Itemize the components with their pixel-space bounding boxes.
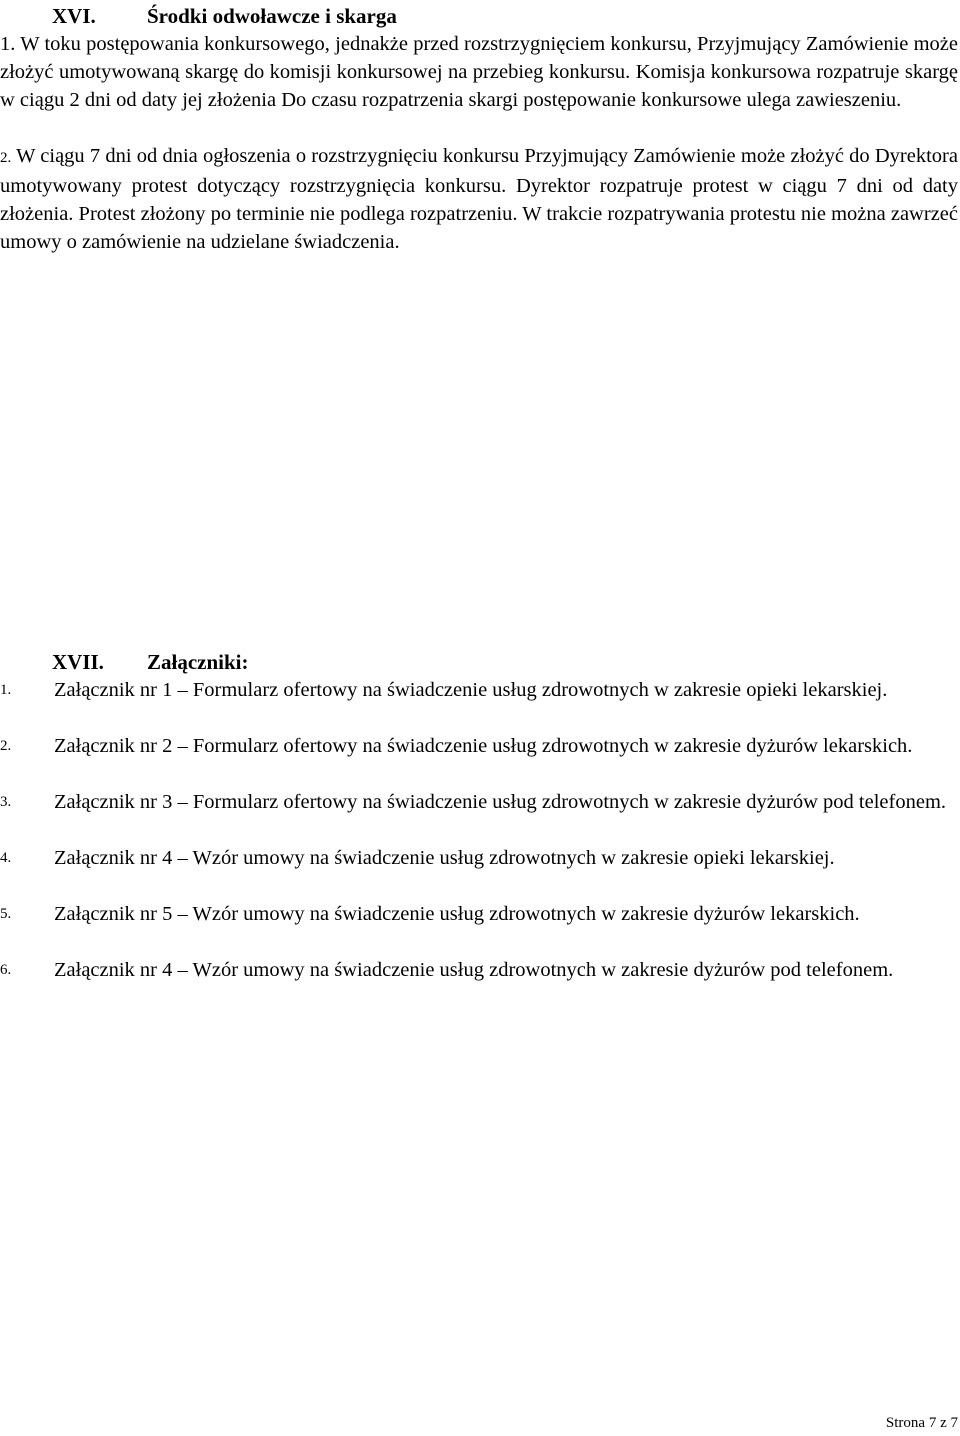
attachment-text: Załącznik nr 2 – Formularz ofertowy na świadczenie usług zdrowotnych w zakresie dyżurów lekarskich.: [54, 735, 913, 757]
section-number: XVII.: [52, 650, 104, 674]
attachment-text: Załącznik nr 5 – Wzór umowy na świadczenie usług zdrowotnych w zakresie dyżurów lekarskich.: [54, 903, 860, 925]
page-number-footer: Strona 7 z 7: [885, 1415, 958, 1431]
attachment-text: Załącznik nr 4 – Wzór umowy na świadczenie usług zdrowotnych w zakresie opieki lekarskiej.: [54, 847, 835, 869]
paragraph-label: 1.: [0, 33, 16, 55]
attachment-item: [0, 788, 958, 816]
attachment-label: 1.: [0, 682, 12, 698]
section-title: Środki odwoławcze i skarga: [147, 4, 397, 28]
attachment-text: Załącznik nr 3 – Formularz ofertowy na świadczenie usług zdrowotnych w zakresie dyżurów pod telefonem.: [54, 791, 947, 813]
attachment-item: [0, 732, 958, 760]
section-heading-xvi: [52, 2, 397, 30]
attachment-item: [0, 900, 958, 928]
attachment-text: Załącznik nr 1 – Formularz ofertowy na świadczenie usług zdrowotnych w zakresie opieki lekarskiej.: [54, 679, 888, 701]
section-heading-xvii: [52, 648, 249, 676]
attachment-text: Załącznik nr 4 – Wzór umowy na świadczenie usług zdrowotnych w zakresie dyżurów pod telefonem.: [54, 959, 894, 981]
attachment-label: 4.: [0, 850, 12, 866]
section-title: Załączniki:: [147, 650, 249, 674]
paragraph-1: [0, 30, 958, 114]
paragraph-2: [0, 142, 958, 256]
attachment-label: 5.: [0, 906, 12, 922]
attachment-label: 2.: [0, 738, 12, 754]
attachment-item: [0, 844, 958, 872]
paragraph-text: W toku postępowania konkursowego, jednakże przed rozstrzygnięciem konkursu, Przyjmujący Zamówienie może złożyć umotywowaną skargę do komisji konkursowej na przebieg konkursu. Komisja konkursowa rozpatruje skargę w ciągu 2 dni od daty jej złożenia Do czasu rozpatrzenia skargi postępowanie konkursowe ulega zawieszeniu.: [0, 33, 958, 111]
section-number: XVI.: [52, 4, 96, 28]
paragraph-text: W ciągu 7 dni od dnia ogłoszenia o rozstrzygnięciu konkursu Przyjmujący Zamówienie może złożyć do Dyrektora umotywowany protest dotyczący rozstrzygnięcia konkursu. Dyrektor rozpatruje protest w ciągu 7 dni od daty złożenia. Protest złożony po terminie nie podlega rozpatrzeniu. W trakcie rozpatrywania protestu nie można zawrzeć umowy o zamówienie na udzielane świadczenia.: [0, 145, 958, 253]
attachment-item: [0, 956, 958, 984]
paragraph-label: 2.: [0, 150, 12, 166]
attachment-item: [0, 676, 958, 704]
attachment-label: 6.: [0, 962, 12, 978]
attachment-label: 3.: [0, 794, 12, 810]
